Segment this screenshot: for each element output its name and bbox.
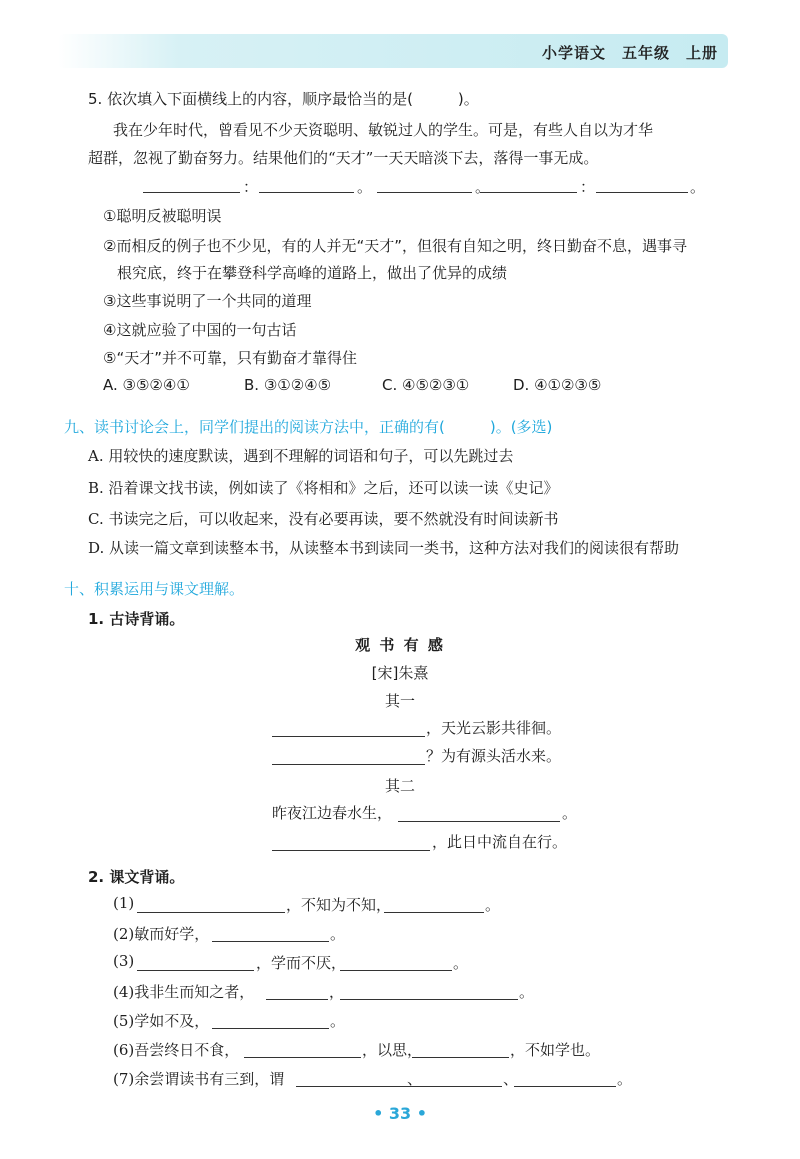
r4-end: 。 [519,983,535,1001]
r5-text: (5)学如不及， [113,1012,210,1030]
r6-text-2: ，以思， [362,1041,423,1059]
q5-option-a[interactable]: A. ③⑤②④① [103,376,190,394]
poem-author: [宋]朱熹 [371,664,429,682]
q5-blank-3[interactable] [377,192,472,193]
q5-item-3: ③这些事说明了一个共同的道理 [103,292,312,310]
q5-passage-line2: 超群，忽视了勤奋努力。结果他们的“天才”一天天暗淡下去，落得一事无成。 [88,149,599,167]
r2-end: 。 [330,925,346,943]
r6-text: (6)吾尝终日不食， [113,1041,240,1059]
r4-text: (4)我非生而知之者， [113,983,255,1001]
r7-blank-2[interactable] [402,1086,502,1087]
poem-part-1: 其一 [384,692,415,710]
q5-passage-line1: 我在少年时代，曾看见不少天资聪明、敏锐过人的学生。可是，有些人自以为才华 [113,121,654,139]
q5-item-5: ⑤“天才”并不可靠，只有勤奋才靠得住 [103,349,357,367]
poem2-line2-blank[interactable] [272,850,430,851]
poem2-line1-text: 昨夜江边春水生， [272,804,393,822]
q5-stem: 5. 依次填入下面横线上的内容，顺序最恰当的是( )。 [88,90,479,108]
section-10-heading: 十、积累运用与课文理解。 [64,580,245,598]
r7-text: (7)余尝谓读书有三到，谓 [113,1070,285,1088]
poem1-line2-blank[interactable] [272,764,425,765]
q5-item-2-cont: 根究底，终于在攀登科学高峰的道路上，做出了优异的成绩 [117,264,508,282]
r7-blank-3[interactable] [514,1086,616,1087]
poem-part-2: 其二 [384,777,415,795]
q5-blank-1[interactable] [143,192,240,193]
q5-fill-sep: 。 [475,178,491,196]
r5-blank[interactable] [212,1028,329,1029]
q5-fill-sep: ： [243,178,259,196]
r2-blank[interactable] [212,941,329,942]
poem-title: 观 书 有 感 [355,636,445,654]
section-9-heading: 九、读书讨论会上，同学们提出的阅读方法中，正确的有( )。(多选) [64,418,553,436]
q1-label: 1. 古诗背诵。 [88,610,185,628]
r1-end: 。 [485,896,501,914]
page-header-title: 小学语文 五年级 上册 [541,44,718,62]
q5-option-b[interactable]: B. ③①②④⑤ [244,376,332,394]
r1-label: (1) [113,894,135,912]
r7-sep-2: 、 [503,1070,519,1088]
r7-end: 。 [617,1070,633,1088]
r3-text: ，学而不厌， [256,954,347,972]
q5-fill-sep: 。 [690,178,706,196]
q2-label: 2. 课文背诵。 [88,868,185,886]
r5-end: 。 [330,1012,346,1030]
q5-fill-sep: ： [580,178,596,196]
r6-end: ，不如学也。 [510,1041,601,1059]
q5-option-c[interactable]: C. ④⑤②③① [382,376,470,394]
r1-text: ，不知为不知， [286,896,392,914]
page-number: • 33 • [373,1104,427,1123]
r6-blank-2[interactable] [412,1057,509,1058]
r3-blank-1[interactable] [137,970,254,971]
q5-option-d[interactable]: D. ④①②③⑤ [513,376,602,394]
r7-sep-1: 、 [407,1070,423,1088]
r3-label: (3) [113,952,135,970]
q5-item-4: ④这就应验了中国的一句古话 [103,321,297,339]
sec9-option-b[interactable]: B. 沿着课文找书读，例如读了《将相和》之后，还可以读一读《史记》 [88,479,559,497]
q5-blank-5[interactable] [596,192,688,193]
poem2-line1-blank[interactable] [398,821,560,822]
q5-blank-4[interactable] [480,192,577,193]
q5-item-1: ①聪明反被聪明误 [103,207,222,225]
poem1-line1-text: ，天光云影共徘徊。 [426,719,562,737]
r1-blank-2[interactable] [384,912,484,913]
r3-end: 。 [453,954,469,972]
q5-blank-2[interactable] [259,192,354,193]
r4-sep: ， [329,983,345,1001]
sec9-option-c[interactable]: C. 书读完之后，可以收起来，没有必要再读，要不然就没有时间读新书 [88,510,559,528]
poem2-line2-text: ，此日中流自在行。 [432,833,568,851]
sec9-option-d[interactable]: D. 从读一篇文章到读整本书，从读整本书到读同一类书，这种方法对我们的阅读很有帮助 [88,539,680,557]
r4-blank-2[interactable] [340,999,518,1000]
r2-text: (2)敏而好学， [113,925,210,943]
r6-blank-1[interactable] [244,1057,361,1058]
poem2-line1-end: 。 [562,804,578,822]
r3-blank-2[interactable] [340,970,452,971]
q5-item-2: ②而相反的例子也不少见，有的人并无“天才”，但很有自知之明，终日勤奋不息，遇事寻 [103,237,687,255]
q5-fill-sep: 。 [357,178,373,196]
r4-blank-1[interactable] [266,999,328,1000]
poem1-line1-blank[interactable] [272,736,425,737]
poem1-line2-text: ？为有源头活水来。 [426,747,562,765]
r7-blank-1[interactable] [296,1086,406,1087]
sec9-option-a[interactable]: A. 用较快的速度默读，遇到不理解的词语和句子，可以先跳过去 [88,447,514,465]
r1-blank-1[interactable] [137,912,285,913]
